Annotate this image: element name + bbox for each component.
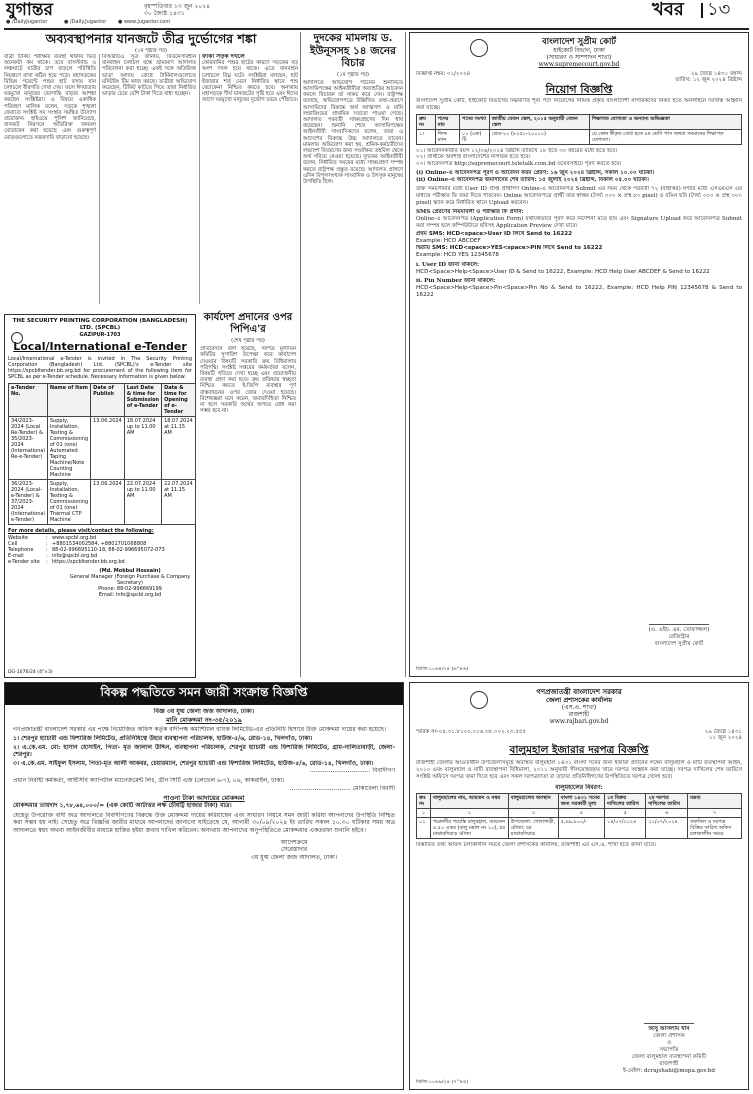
- court-header-col-2: পদের সংখ্যা: [460, 114, 490, 129]
- body-text-1: যাত্রী টিকিট পরীক্ষার ব্যবস্থা থাকায় ভিড় অনেকটা কম থাকে। তবে বাসস্ট্যান্ড ও লঞ্চঘাটে যাত্রীর চাপ বাড়লে পরিস্থিতি নিয়ন্ত্রণে রাখা কঠিন হয়ে পড়ে। মহাসড়কের বিভিন্ন পয়েন্টে পশুর হাট বসায় যান চলাচলে ধীরগতি দেখা দেয়। ফলে ঈদযাত্রায় ঘরমুখো মানুষের ভোগান্তি বাড়ার আশঙ্কা করছেন সংশ্লিষ্টরা। এ বিষয়ে একাধিক পরিবহণ মালিক বলেন, সড়কে শৃঙ্খলা ফেরাতে সংশ্লিষ্ট সব সংস্থার সমন্বিত উদ্যোগ প্রয়োজন। হাইওয়ে পুলিশ জানিয়েছে, যানজট নিরসনে অতিরিক্ত জনবল মোতায়েন করা হয়েছে এবং গুরুত্বপূর্ণ মোড়গুলোতে নজরদারি বাড়ানো হয়েছে।: [4, 54, 96, 141]
- court-conditions: [416, 148, 742, 168]
- vertical-rule-left: [300, 32, 301, 677]
- signer-title-5: রাজশাহী: [659, 1061, 679, 1067]
- court-header-col-1: পদের নাম: [435, 114, 459, 129]
- court-row-cell: ১।: [417, 129, 436, 144]
- website-link[interactable]: [118, 19, 170, 25]
- lease-header-col-5: ২য় দরপত্র দাখিলের তারিখ: [646, 794, 688, 809]
- lease-row-cell: পদ্মানদীর পয়েস্তি বালুমহাল, আয়তন ৪.৫০ একর (বালু মহাল নং ১০), চর মাঝারদিয়াড় মৌজা: [430, 818, 508, 839]
- condition-item: ০২। প্রার্থীকে অবশ্যই বাংলাদেশের নাগরিক হতে হবে।: [416, 154, 531, 161]
- date-bn: ২৯ জ্যৈষ্ঠ ১৪৩১: [704, 729, 742, 735]
- contact-label: Website: [8, 535, 28, 541]
- amount-heading: পাওনা টাকা আদায়ের মোকদ্দমা: [163, 794, 245, 803]
- lease-intro: রাজশাহী জেলার আওতাধীন উপজেলাসমূহে অবস্থিত বালুমহাল ১৪৩১ বাংলা সনের জন্য ইজারা প্রদানের লক্ষ্যে বালুমহাল ও মাটি ব্যবস্থাপনা আইন, ২০১০ এবং বালুমহাল ও মাটি ব্যবস্থাপনা বিধিমালা, ২০১১ অনুযায়ী সীলমোহরকৃত খামে দরপত্র আহ্বান করা যাচ্ছে। দরপত্র দাখিলের শেষ তারিখে সংশ্লিষ্ট অফিসে দরপত্র জমা দিতে হবে এবং সকল দরপত্রদাতা বা তাদের প্রতিনিধিগণের উপস্থিতিতে দরপত্র খোলা হবে।: [416, 760, 742, 780]
- signer-title-1: রেজিস্ট্রার: [668, 634, 690, 640]
- tender-row-cell: 13.06.2024: [91, 480, 125, 525]
- tender-place: GAZIPUR-1703: [79, 332, 121, 338]
- summons-plaintiff: প্রধান নির্বাহী কর্মকর্তা, আইসিবি ক্যাপিটাল ম্যানেজমেন্ট লিঃ, গ্রীন সিটি এজ (লেভেল ৬-৭), ৮৯, কাকরাইল, ঢাকা।: [13, 777, 285, 785]
- tender-logo: [11, 332, 23, 344]
- summons-case: মানি মোকদ্দমা নং-৩৫/২০১৯: [166, 715, 242, 724]
- tender-row-cell: 36/2023-2024 (Local-e-Tender) & 37/2023-2024 (International e-Tender): [9, 480, 48, 525]
- tender-row-cell: 22.07.2024 at 11.15 AM: [162, 480, 196, 525]
- sms-body: Online-এ আবেদনপত্র (Application Form) যথাযথভাবে পূরণ করে নির্দেশনা মতে ছবি এবং Signature Upload করে আবেদনপত্র Submit করা সম্পন্ন হলে কম্পিউটারে ছবিসহ Application Preview দেখা যাবে।: [416, 216, 742, 229]
- condition-item: ০৩। আবেদনপত্র http://supremecourt.teletalk.com.bd ওয়েবসাইটে পূরণ করতে হবে।: [416, 160, 622, 167]
- contact-row: Cell : +8801534002584, +8801701068808: [8, 541, 147, 547]
- defendant-item: ১। শেরপুর হ্যাচারী এন্ড ফিশারিজ লিমিটেড, প্রতিনিধিত্বে উহার ব্যবস্থাপনা পরিচালক, হাউজ-৫/৬, রোড-১৪, খিলগাঁও, ঢাকা।: [13, 735, 313, 743]
- twitter-link[interactable]: [6, 19, 47, 25]
- lease-col-number: ১: [417, 809, 431, 818]
- continued-note: (১ম পৃষ্ঠার পর): [135, 48, 167, 54]
- sms-second: দ্বিতীয় SMS: HCD<space>YES<space>PIN লিখে Send to 16222: [416, 245, 603, 252]
- tender-more-info: For more details, please visit/contact the following:: [8, 528, 154, 534]
- tender-contacts: [8, 535, 192, 565]
- lease-row-cell: ২১/০৭/২০২৪: [646, 818, 688, 839]
- court-row-cell: ফিল্ড ম্যান: [435, 129, 459, 144]
- tender-ad: [4, 314, 196, 678]
- court-row-cell: ০১ (এক) টি: [460, 129, 490, 144]
- date-bn-2: ৩০ জ্যৈষ্ঠ ১৪৩১: [144, 10, 185, 17]
- tender-header-3: Last Date & time for Submission of e-Tender: [124, 384, 161, 417]
- summons-body: যেহেতু উপরোক্ত বাদী অত্র আদালতে বিবাদীগণের বিরুদ্ধে উক্ত মোকদ্দমা দায়ের করিয়াছেন এবং সাধারণ নিয়মে সমন জারী করিয়া আপনাদের উপস্থিতি নিশ্চিত করা সম্ভব হয় নাই। সেহেতু অত্র বিজ্ঞপ্তি জারীর মাধ্যমে আপনাদের জানানো যাইতেছে যে, আগামী ৩০/০৯/২০২৪ ইং তারিখ সকাল ১০.৩০ ঘটিকার সময় অত্র আদালতে স্বয়ং অথবা আইনজীবীর মাধ্যমে হাজির হইয়া জবাব দাখিল করিবেন। অন্যথায় আপনাদের অনুপস্থিতিতে মোকদ্দমার একতরফা শুনানি হইবে।: [13, 811, 395, 835]
- summons-court: বিজ্ঞ ৩য় যুগ্ম জেলা জজ আদালত, ঢাকা।: [153, 708, 255, 715]
- signer-title-1: জেলা প্রশাসক: [653, 1033, 685, 1039]
- col-rule-1: [99, 54, 100, 304]
- column-2: [102, 54, 196, 306]
- tender-row-cell: 13.06.2024: [91, 417, 125, 480]
- defendants-list: [13, 735, 395, 767]
- contact-value[interactable]: www.spcbl.org.bd: [52, 535, 97, 541]
- sign-line-2: সেরেস্তাদার: [280, 846, 308, 854]
- tender-row: [9, 417, 196, 480]
- court-recruitment-ad: [409, 32, 749, 677]
- section-label: খবর: [652, 0, 684, 20]
- court-emblem: [470, 39, 488, 57]
- lease-header-col-1: বালুমহালের নাম, আয়তন ও নম্বর: [430, 794, 508, 809]
- subhead: ফাঁকা সড়ক দখলে: [202, 54, 245, 60]
- twitter-icon: ●: [6, 19, 11, 25]
- masthead-rule: [4, 28, 749, 30]
- lease-header-col-0: ক্রঃ নং: [417, 794, 431, 809]
- summons-signature: [13, 839, 395, 862]
- signer-phone: Phone: 88-02-996669199: [98, 586, 162, 592]
- signature-scribble: [649, 613, 709, 625]
- contact-label: Cell: [8, 541, 18, 547]
- body-text-2: বিআরটিএ সূত্র জানায়, ফিটনেসবিহীন যানবাহন চলাচল বন্ধে ভ্রাম্যমাণ আদালত পরিচালনা করা হচ্ছে। একই সঙ্গে অতিরিক্ত ভাড়া আদায় রোধে টার্মিনালগুলোতে মনিটরিং টিম কাজ করছে। যাত্রীরা অভিযোগ করেছেন, টিকিট কাটতে গিয়ে তারা নির্ধারিত ভাড়ার চেয়ে বেশি টাকা দিতে বাধ্য হচ্ছেন।: [102, 54, 196, 98]
- facebook-icon: ●: [64, 19, 69, 25]
- court-row-cell: যে কোন স্বীকৃত বোর্ড হতে ৮ম শ্রেণি পাস অথবা সমমানের শিক্ষাগত যোগ্যতা।: [589, 129, 741, 144]
- continued-note: (শেষ পৃষ্ঠার পর): [231, 338, 265, 344]
- tender-row-cell: Supply, Installation, Testing & Commissioning of 01 (one) Thermal CTP Machine: [47, 480, 90, 525]
- signer-name: আবু আসলাম খান: [648, 1026, 690, 1032]
- court-header-3: (সাধারণ ও সাম্পাদন শাখা): [546, 54, 612, 61]
- contact-value[interactable]: https://spcbltender.bb.org.bd: [52, 559, 125, 565]
- page-number: ১৩: [707, 0, 731, 20]
- facebook-link[interactable]: [64, 19, 106, 25]
- lease-col-number: ৪: [558, 809, 604, 818]
- contact-label: Telephone: [8, 547, 34, 553]
- masthead-date: [144, 3, 210, 17]
- lease-table: [416, 793, 742, 839]
- lease-row: [417, 818, 742, 839]
- globe-icon: ●: [118, 19, 123, 25]
- signer-title-2: ও: [666, 1040, 672, 1046]
- online-body: উক্ত সময়সীমার মধ্যে User ID প্রাপ্ত প্রার্থীগণ Online-এ আবেদনপত্র Submit এর সময় থেকে পরবর্তী ৭২ (বাহাত্তর) ঘণ্টার মধ্যে এসএমএস এর মাধ্যমে পরীক্ষার ফি জমা দিতে পারবেন। Online আবেদনপত্রে প্রার্থী তার স্বাক্ষর (দৈর্ঘ্য ৩০০ × প্রস্থ ৮০ pixel) ও রঙিন ছবি (দৈর্ঘ্য ৩০০ × প্রস্থ ৩০০ pixel) স্ক্যান করে নির্ধারিত স্থানে Upload করবেন।: [416, 186, 742, 206]
- tender-org: THE SECURITY PRINTING CORPORATION (BANGLADESH) LTD. (SPCBL): [12, 318, 188, 331]
- court-signature: [624, 613, 734, 648]
- contact-row: E-mail : info@spcbl.org.bd: [8, 553, 98, 559]
- signer-email: ই-মেইল: dcrajshahi@mopa.gov.bd: [623, 1068, 715, 1074]
- tender-header-0: e-Tender No.: [9, 384, 48, 417]
- lease-header-col-6: মন্তব্য: [688, 794, 742, 809]
- article-yunus: [303, 32, 403, 572]
- sign-line-1: আদেশক্রমে: [280, 838, 308, 846]
- tender-ref: DG-1076/24 (4"×3): [8, 670, 53, 675]
- signer-title: General Manager (Foreign Purchase & Company Secretary): [69, 574, 191, 586]
- contact-row: Telephone : 88-02-996695110-18, 88-02-996695072-073: [8, 547, 165, 553]
- lost-user-heading: i. User ID জানা থাকলে:: [416, 262, 480, 269]
- lease-row-cell: ৫,৬৯,৮০০/-: [558, 818, 604, 839]
- court-memo: বিজ্ঞপ্তি নম্বর: ০১/২০২৪: [416, 71, 471, 77]
- article-traffic: [4, 32, 298, 308]
- contact-value[interactable]: info@spcbl.org.bd: [52, 553, 98, 559]
- lease-col-number: ৫: [605, 809, 646, 818]
- govt-emblem: [470, 691, 488, 709]
- summons-title: বিকল্প পদ্ধতিতে সমন জারী সংক্রান্ত বিজ্ঞপ্তি: [100, 685, 308, 699]
- contact-value[interactable]: 88-02-996695110-18, 88-02-996695072-073: [52, 547, 165, 553]
- date-bn: বৃহস্পতিবার ১৩ জুন ২০২৪: [144, 3, 211, 10]
- online-end: (ii) Online-এ আবেদনপত্র জমাদানের শেষ তারিখ: ১৫ জুলাই ২০২৪ খ্রিষ্টাব্দ, বিকাল ০৫.০০ ঘটিকা।: [416, 177, 649, 184]
- summons-ad: [4, 682, 404, 1090]
- lease-header-col-4: ১ম বিক্রয় দাখিলের তারিখ: [605, 794, 646, 809]
- lease-col-number: ২: [430, 809, 508, 818]
- lease-header-3: (এস.এ. শাখা): [561, 704, 597, 711]
- lost-pin-text: HCD<Space>Help<Space>Pin<Space>Pin No & Send to 16222, Example: HCD Help PIN 12345678 & Send to 16222: [416, 285, 742, 299]
- court-header-col-0: ক্রম নং: [417, 114, 436, 129]
- court-dates: [675, 71, 742, 83]
- lost-user-text: HCD<Space>Help<Space>User ID & Send to 16222, Example: HCD Help User ABCDEF & Send to 16222: [416, 269, 710, 276]
- facebook-handle: /Daily.Jugantor: [69, 19, 107, 25]
- contact-row: e-Tender site : https://spcbltender.bb.org.bd: [8, 559, 125, 565]
- tender-intro: Local/International e-Tender is invited in The Security Printing Corporation (Bangladesh) Ltd. (SPCBL)'s e-Tender site https://spcbltender.bb.org.bd for procurement of the following item for SPCBL as per e-Tender schedule. Necessary information is given below.: [8, 356, 192, 380]
- court-intro: বাংলাদেশ সুপ্রীম কোর্ট, হাইকোর্ট বিভাগের নিম্নবর্ণিত শূন্য পদে নিয়োগের নিমিত্ত প্রকৃত বাংলাদেশী নাগরিকদের নিকট হতে অনলাইনে দরখাস্ত আহ্বান করা যাচ্ছে।: [416, 98, 742, 111]
- amount-text: মোকদ্দমার তায়দাদ ১,৭৮,৬৪,০০০/= (এক কোটি আটাত্তর লক্ষ চৌষট্টি হাজার টাকা) মাত্র।: [13, 802, 232, 810]
- signer-title-2: বাংলাদেশ সুপ্রীম কোর্ট: [654, 641, 704, 647]
- tender-row-cell: 22.07.2024 up to 11.00 AM: [124, 480, 161, 525]
- article-ppa: [200, 312, 296, 678]
- headline: কার্যদেশ প্রদানের ওপর পিপিএ'র: [203, 312, 293, 335]
- lease-header-col-2: বালুমহালের অবস্থান: [508, 794, 558, 809]
- condition-item: ০১। আবেদনকারীর বয়স ১২/০৬/২০২৪ খ্রিষ্টাব্দ তারিখে ১৮ হতে ৩০ বছরের মধ্যে হতে হবে।: [416, 147, 618, 154]
- headline: অব্যবস্থাপনার যানজটে তীব্র দুর্ভোগের শঙ্কা: [45, 31, 257, 46]
- sign-line-3: ৩য় যুগ্ম জেলা জজ আদালত, ঢাকা।: [250, 853, 338, 861]
- lease-memo: স্মারক নং-০৫.৩১.৮১০০.০১৬.৩৮.০০২.২৩.৫৫৫: [416, 729, 526, 735]
- contact-row: Website : www.spcbl.org.bd: [8, 535, 97, 541]
- contact-value[interactable]: +8801534002584, +8801701068808: [52, 541, 147, 547]
- date-en: ১১ জুন ২০২৪: [708, 735, 742, 742]
- lease-signature: [604, 1012, 734, 1075]
- contact-label: e-Tender site: [8, 559, 40, 565]
- sms-example-1: Example: HCD ABCDEF: [416, 238, 481, 245]
- body-text-3: কোরবানির পশুর হাটের কারণে সড়কের বড় অংশ দখল হয়ে থাকে। এতে যানবাহন চলাচলে বিঘ্ন ঘটে। সংশ্লিষ্টরা বলছেন, হাট ইজারার শর্ত মেনে নির্ধারিত স্থানে পশু বেচাকেনা নিশ্চিত করতে হবে। অন্যথায় মহাসড়কে দীর্ঘ যানজটের সৃষ্টি হবে এবং ঈদের আগে ঘরমুখো মানুষের দুর্ভোগ চরমে পৌঁছাবে।: [202, 60, 298, 104]
- column-1: [4, 54, 96, 306]
- lease-ref: ডিজি-১০৬৯/২৪ (৭"×৫): [416, 1078, 469, 1085]
- body-text: আদালতে অভিযোগ গঠনের শুনানিতে আসামিপক্ষের আইনজীবীরা অব্যাহতির আবেদন করলে বিচারক তা নাকচ করে দেন। রাষ্ট্রপক্ষ বলেছে, অভিযোগপত্রে উল্লিখিত তথ্য-প্রমাণে আসামিদের বিরুদ্ধে অর্থ আত্মসাৎ ও মানি লন্ডারিংয়ের প্রাথমিক সত্যতা পাওয়া গেছে। আদালত পরবর্তী সাক্ষ্যগ্রহণের দিন ধার্য করেছেন। শুনানি শেষে আসামিপক্ষের আইনজীবী সাংবাদিকদের বলেন, তারা এ আদেশের বিরুদ্ধে উচ্চ আদালতে যাবেন। মামলায় অভিযোগ করা হয়, শ্রমিক-কর্মচারীদের লভ্যাংশ বিতরণের জন্য সংরক্ষিত তহবিল থেকে অর্থ সরিয়ে নেওয়া হয়েছে। দুদকের আইনজীবী বলেন, নির্ধারিত সময়ের মধ্যে সাক্ষ্যগ্রহণ সম্পন্ন করতে রাষ্ট্রপক্ষ প্রস্তুত রয়েছে। আদালত প্রাঙ্গণে এদিন বিপুলসংখ্যক সাংবাদিক ও উৎসুক মানুষের উপস্থিতি ছিল।: [303, 79, 403, 185]
- masthead: [0, 0, 753, 25]
- court-ref: ডিজি-১০৬৪/২৪ (৬"×৬): [416, 665, 469, 672]
- contact-label: E-mail: [8, 553, 24, 559]
- signature-scribble: [644, 1012, 694, 1024]
- lease-header: [416, 687, 742, 725]
- sms-example-2: Example: HCD YES 12345678: [416, 252, 499, 259]
- twitter-handle: /DailyJugantor: [11, 19, 48, 25]
- tender-header-2: Date of Publish: [91, 384, 125, 417]
- lease-row-cell: ০১: [417, 818, 431, 839]
- tender-signature: [8, 568, 192, 598]
- lease-title: বালুমহাল ইজারার দরপত্র বিজ্ঞপ্তি: [509, 744, 649, 757]
- tender-header-4: Date & time for Opening of e-Tender: [162, 384, 196, 417]
- court-post-table: [416, 114, 742, 145]
- tender-row-cell: Supply, Installation, Testing & Commissioning of 01 (one) Automated Taping Machine/Note Counting Machine: [47, 417, 90, 480]
- lease-row-cell: ১৪/০৭/২০২৪: [605, 818, 646, 839]
- defendant-item: ২। এ.কে.এম. মো: হাসান হোসাইন, পিতা- মৃত জালাল উদ্দিন, ব্যবস্থাপনা পরিচালক, শেরপুর হ্যাচারী এন্ড ফিশারিজ লিমিটেড, গ্রাম-নালিতাবাড়ী, জেলা- শেরপুর।: [13, 743, 395, 759]
- col-rule-2: [199, 54, 200, 304]
- signer-title-3: সভাপতি: [659, 1047, 679, 1053]
- sms-first: প্রথম SMS: HCD<space>User ID লিখে Send to 16222: [416, 231, 573, 238]
- lease-col-number: ৩: [508, 809, 558, 818]
- court-header-col-3: জাতীয় বেতন স্কেল, ২০১৫ অনুযায়ী বেতন স্কেল: [489, 114, 589, 129]
- body-text: প্রতিবেদনে বলা হয়েছে, দরপত্র মূল্যায়ন কমিটির সুপারিশ উপেক্ষা করে কার্যাদেশ দেওয়ার বিষয়টি সরকারি ক্রয় বিধিমালার পরিপন্থি। সংশ্লিষ্ট দপ্তরের কর্মকর্তারা বলেন, বিষয়টি খতিয়ে দেখা হচ্ছে এবং প্রয়োজনীয় ব্যবস্থা গ্রহণ করা হবে। ক্রয় প্রক্রিয়ায় স্বচ্ছতা নিশ্চিত করতে ই-জিপি ব্যবস্থার পূর্ণ বাস্তবায়নের ওপর জোর দেওয়া হয়েছে। বিশেষজ্ঞরা মনে করেন, জবাবদিহিতা নিশ্চিত না হলে সরকারি অর্থের অপচয় রোধ করা সম্ভব হবে না।: [200, 346, 296, 415]
- signer-name: (এ. এইচ. এম. তোফাজ্জল): [648, 627, 710, 633]
- tender-row: [9, 480, 196, 525]
- lease-col-number: ৭: [688, 809, 742, 818]
- divider-bar: [701, 3, 703, 18]
- sand-lease-ad: [409, 682, 749, 1090]
- defendant-item: ৩। এ.কে.এম. সাইফুল ইসলাম, পিতা-মৃত আলী আকবর, চেয়ারম্যান, শেরপুর হ্যাচারী এন্ড ফিশারিজ লিমিটেড, হাউজ-৫/৬, রোড-১৪, খিলগাঁও, ঢাকা।: [13, 759, 374, 767]
- lease-website[interactable]: www.rajbari.gov.bd: [549, 718, 609, 725]
- court-row-cell: গ্রেড-২০ (৮২৫০-২০০১০): [489, 129, 589, 144]
- role-plaintiff: ................................ মোকাবেলা বিবাদী: [289, 784, 395, 792]
- date-bn: ২৯ জ্যৈষ্ঠ ১৪৩১ বঙ্গাব্দ: [690, 71, 742, 77]
- tender-row-cell: 18.07.2024 up to 11.00 AM: [124, 417, 161, 480]
- lease-col-number: ৬: [646, 809, 688, 818]
- continued-note: (১ম পৃষ্ঠার পর): [337, 71, 369, 78]
- date-en: তারিখ: ১২ জুন ২০২৪ খ্রিষ্টাব্দ: [675, 77, 742, 84]
- sms-heading: SMS প্রেরণের নিয়মাবলী ও পরীক্ষার ফি প্রদান:: [416, 209, 524, 216]
- lost-pin-heading: ii. Pin Number জানা থাকলে:: [416, 278, 496, 285]
- lease-dates: [705, 729, 742, 741]
- summons-intro: গণপ্রজাতন্ত্রী বাংলাদেশ সরকার এর পক্ষে নিয়োজিত অফিস কর্তৃক বাদীপক্ষ কমার্শিয়াল ব্যাংক লিমিটেড-এর প্রতিনিধি হিসাবে উক্ত মোকদ্দমা দায়ের করা হয়েছে।: [13, 725, 387, 733]
- tender-row-cell: 18.07.2024 at 11.15 AM: [162, 417, 196, 480]
- court-title: নিয়োগ বিজ্ঞপ্তি: [545, 83, 613, 97]
- online-start: (i) Online-এ আবেদনপত্র পূরণ ও আবেদন ফরম প্রেরণ: ১৬ জুন ২০২৪ খ্রিষ্টাব্দ, সকাল ১০.০০ ঘটিকা।: [416, 170, 655, 177]
- lease-row-cell: উপজেলা: গোদাগাড়ী, মৌজা: চর মাঝারদিয়াড়: [508, 818, 558, 839]
- lease-footer: বিস্তারিত তথ্য অফিস চলাকালীন সময়ে জেলা প্রশাসকের কার্যালয়, রাজশাহী এর এস.এ. শাখা হতে জানা যাবে।: [416, 842, 656, 849]
- court-header: [416, 37, 742, 68]
- signer-email: Email: info@spcbl.org.bd: [98, 592, 162, 598]
- column-3: [202, 54, 298, 306]
- tender-row-cell: 34/2023-2024 (Local Re-Tender) & 35/2023-2024 (International Re-e-Tender): [9, 417, 48, 480]
- tender-header-1: Name of Item: [47, 384, 90, 417]
- court-header-1: বাংলাদেশ সুপ্রীম কোর্ট: [541, 37, 617, 47]
- court-row: [417, 129, 742, 144]
- tender-title: Local/International e-Tender: [13, 340, 187, 353]
- newspaper-logo: যুগান্তর: [6, 0, 53, 20]
- vertical-rule-mid: [405, 32, 406, 677]
- signer-title-4: জেলা বালুমহাল ব্যবস্থাপনা কমিটি: [631, 1054, 707, 1060]
- role-defendants: ................................ বিবাদীগণ: [309, 767, 395, 775]
- lease-header-col-3: বাংলা ১৪৩১ সনের জন্য সরকারী মূল্য: [558, 794, 604, 809]
- lease-header-2: জেলা প্রশাসকের কার্যালয়: [545, 696, 613, 704]
- signer-name: (Md. Mokbul Hossain): [99, 568, 161, 574]
- lease-header-1: গণপ্রজাতন্ত্রী বাংলাদেশ সরকার: [536, 687, 622, 696]
- headline: দুদকের মামলায় ড. ইউনূসসহ ১৪ জনের বিচার: [310, 32, 396, 69]
- website-url: www.jugantor.com: [123, 19, 171, 25]
- lease-header-4: রাজশাহী: [568, 711, 590, 718]
- court-header-col-4: শিক্ষাগত যোগ্যতা ও অন্যান্য অভিজ্ঞতা: [589, 114, 741, 129]
- court-header-2: হাইকোর্ট বিভাগ, ঢাকা: [553, 47, 605, 54]
- court-website[interactable]: www.supremecourt.gov.bd: [538, 61, 620, 68]
- summons-title-bar: [5, 683, 403, 705]
- lease-row-cell: তফসিল ও দরপত্র বিক্রির তারিখ অফিস চলাকালীন সময়ে: [688, 818, 742, 839]
- lease-table-title: বালুমহালের বিবরণ:: [555, 784, 603, 792]
- tender-table: [8, 383, 196, 525]
